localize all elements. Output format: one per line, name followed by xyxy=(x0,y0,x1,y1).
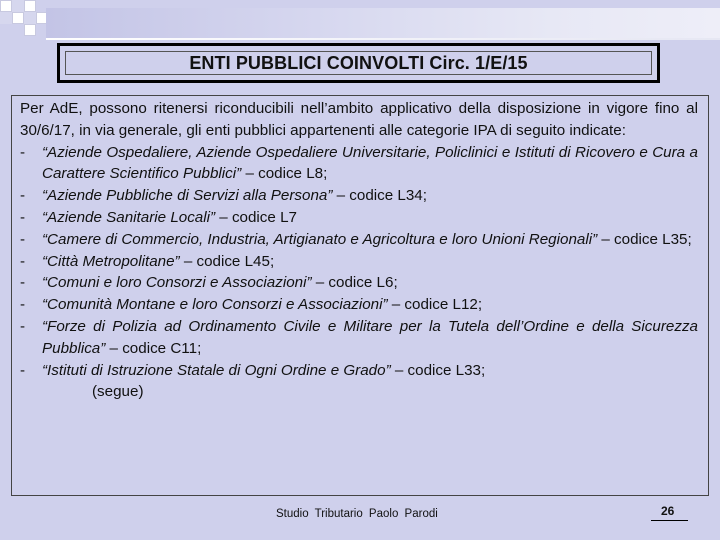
category-item xyxy=(20,185,698,207)
bullet-dash: - xyxy=(20,143,26,161)
header-gradient-strip xyxy=(46,8,720,38)
category-item xyxy=(20,272,698,294)
bullet-dash: - xyxy=(20,252,26,270)
category-item xyxy=(20,142,698,186)
footer-author: Studio Tributario Paolo Parodi xyxy=(276,508,438,520)
page-number: 26 xyxy=(661,504,675,518)
category-code: – codice L45; xyxy=(179,252,275,270)
category-item xyxy=(20,294,698,316)
content-box xyxy=(11,95,709,496)
category-code: – codice L7 xyxy=(215,208,297,226)
bullet-dash: - xyxy=(20,230,26,248)
bullet-dash: - xyxy=(20,187,26,205)
bullet-dash: - xyxy=(20,208,26,226)
category-name: “Città Metropolitane” xyxy=(42,252,180,270)
bullet-dash: - xyxy=(20,296,26,314)
category-code: – codice L8; xyxy=(241,165,328,183)
category-item xyxy=(20,360,698,382)
category-name: “Istituti di Istruzione Statale di Ogni Ordine e Grado” xyxy=(42,361,391,379)
category-code: – codice C11; xyxy=(105,339,202,357)
continued-note: (segue) xyxy=(92,383,144,401)
category-name: “Forze di Polizia ad Ordinamento Civile e Militare per la Tutela dell’Ordine e della Sicurezza Pubblica” xyxy=(42,317,698,357)
category-item xyxy=(20,251,698,273)
slide-title-box xyxy=(57,43,660,83)
category-name: “Comunità Montane e loro Consorzi e Associazioni” xyxy=(42,296,388,314)
category-name: “Aziende Ospedaliere, Aziende Ospedaliere Universitarie, Policlinici e Istituti di Ricovero e Cura a Carattere Scientifico Pubblici” xyxy=(42,143,698,183)
header-divider xyxy=(46,38,720,40)
intro-paragraph: Per AdE, possono ritenersi riconducibili nell’ambito applicativo della disposizione in vigore fino al 30/6/17, in via generale, gli enti pubblici appartenenti alle categorie IPA di seguito indicate: xyxy=(20,100,698,139)
category-name: “Aziende Pubbliche di Servizi alla Persona” xyxy=(42,187,333,205)
slide-title: ENTI PUBBLICI COINVOLTI Circ. 1/E/15 xyxy=(189,52,528,73)
category-code: – codice L35; xyxy=(597,230,692,248)
bullet-dash: - xyxy=(20,361,26,379)
category-name: “Camere di Commercio, Industria, Artigianato e Agricoltura e loro Unioni Regionali” xyxy=(42,230,598,248)
category-item xyxy=(20,207,698,229)
page-number-underline xyxy=(651,520,688,521)
category-name: “Comuni e loro Consorzi e Associazioni” xyxy=(42,274,312,292)
category-name: “Aziende Sanitarie Locali” xyxy=(42,208,216,226)
bullet-dash: - xyxy=(20,317,26,335)
bullet-dash: - xyxy=(20,274,26,292)
category-item xyxy=(20,316,698,360)
category-item xyxy=(20,229,698,251)
category-code: – codice L34; xyxy=(332,187,427,205)
category-list xyxy=(20,142,698,382)
category-code: – codice L33; xyxy=(390,361,486,379)
category-code: – codice L12; xyxy=(387,296,483,314)
category-code: – codice L6; xyxy=(311,274,398,292)
